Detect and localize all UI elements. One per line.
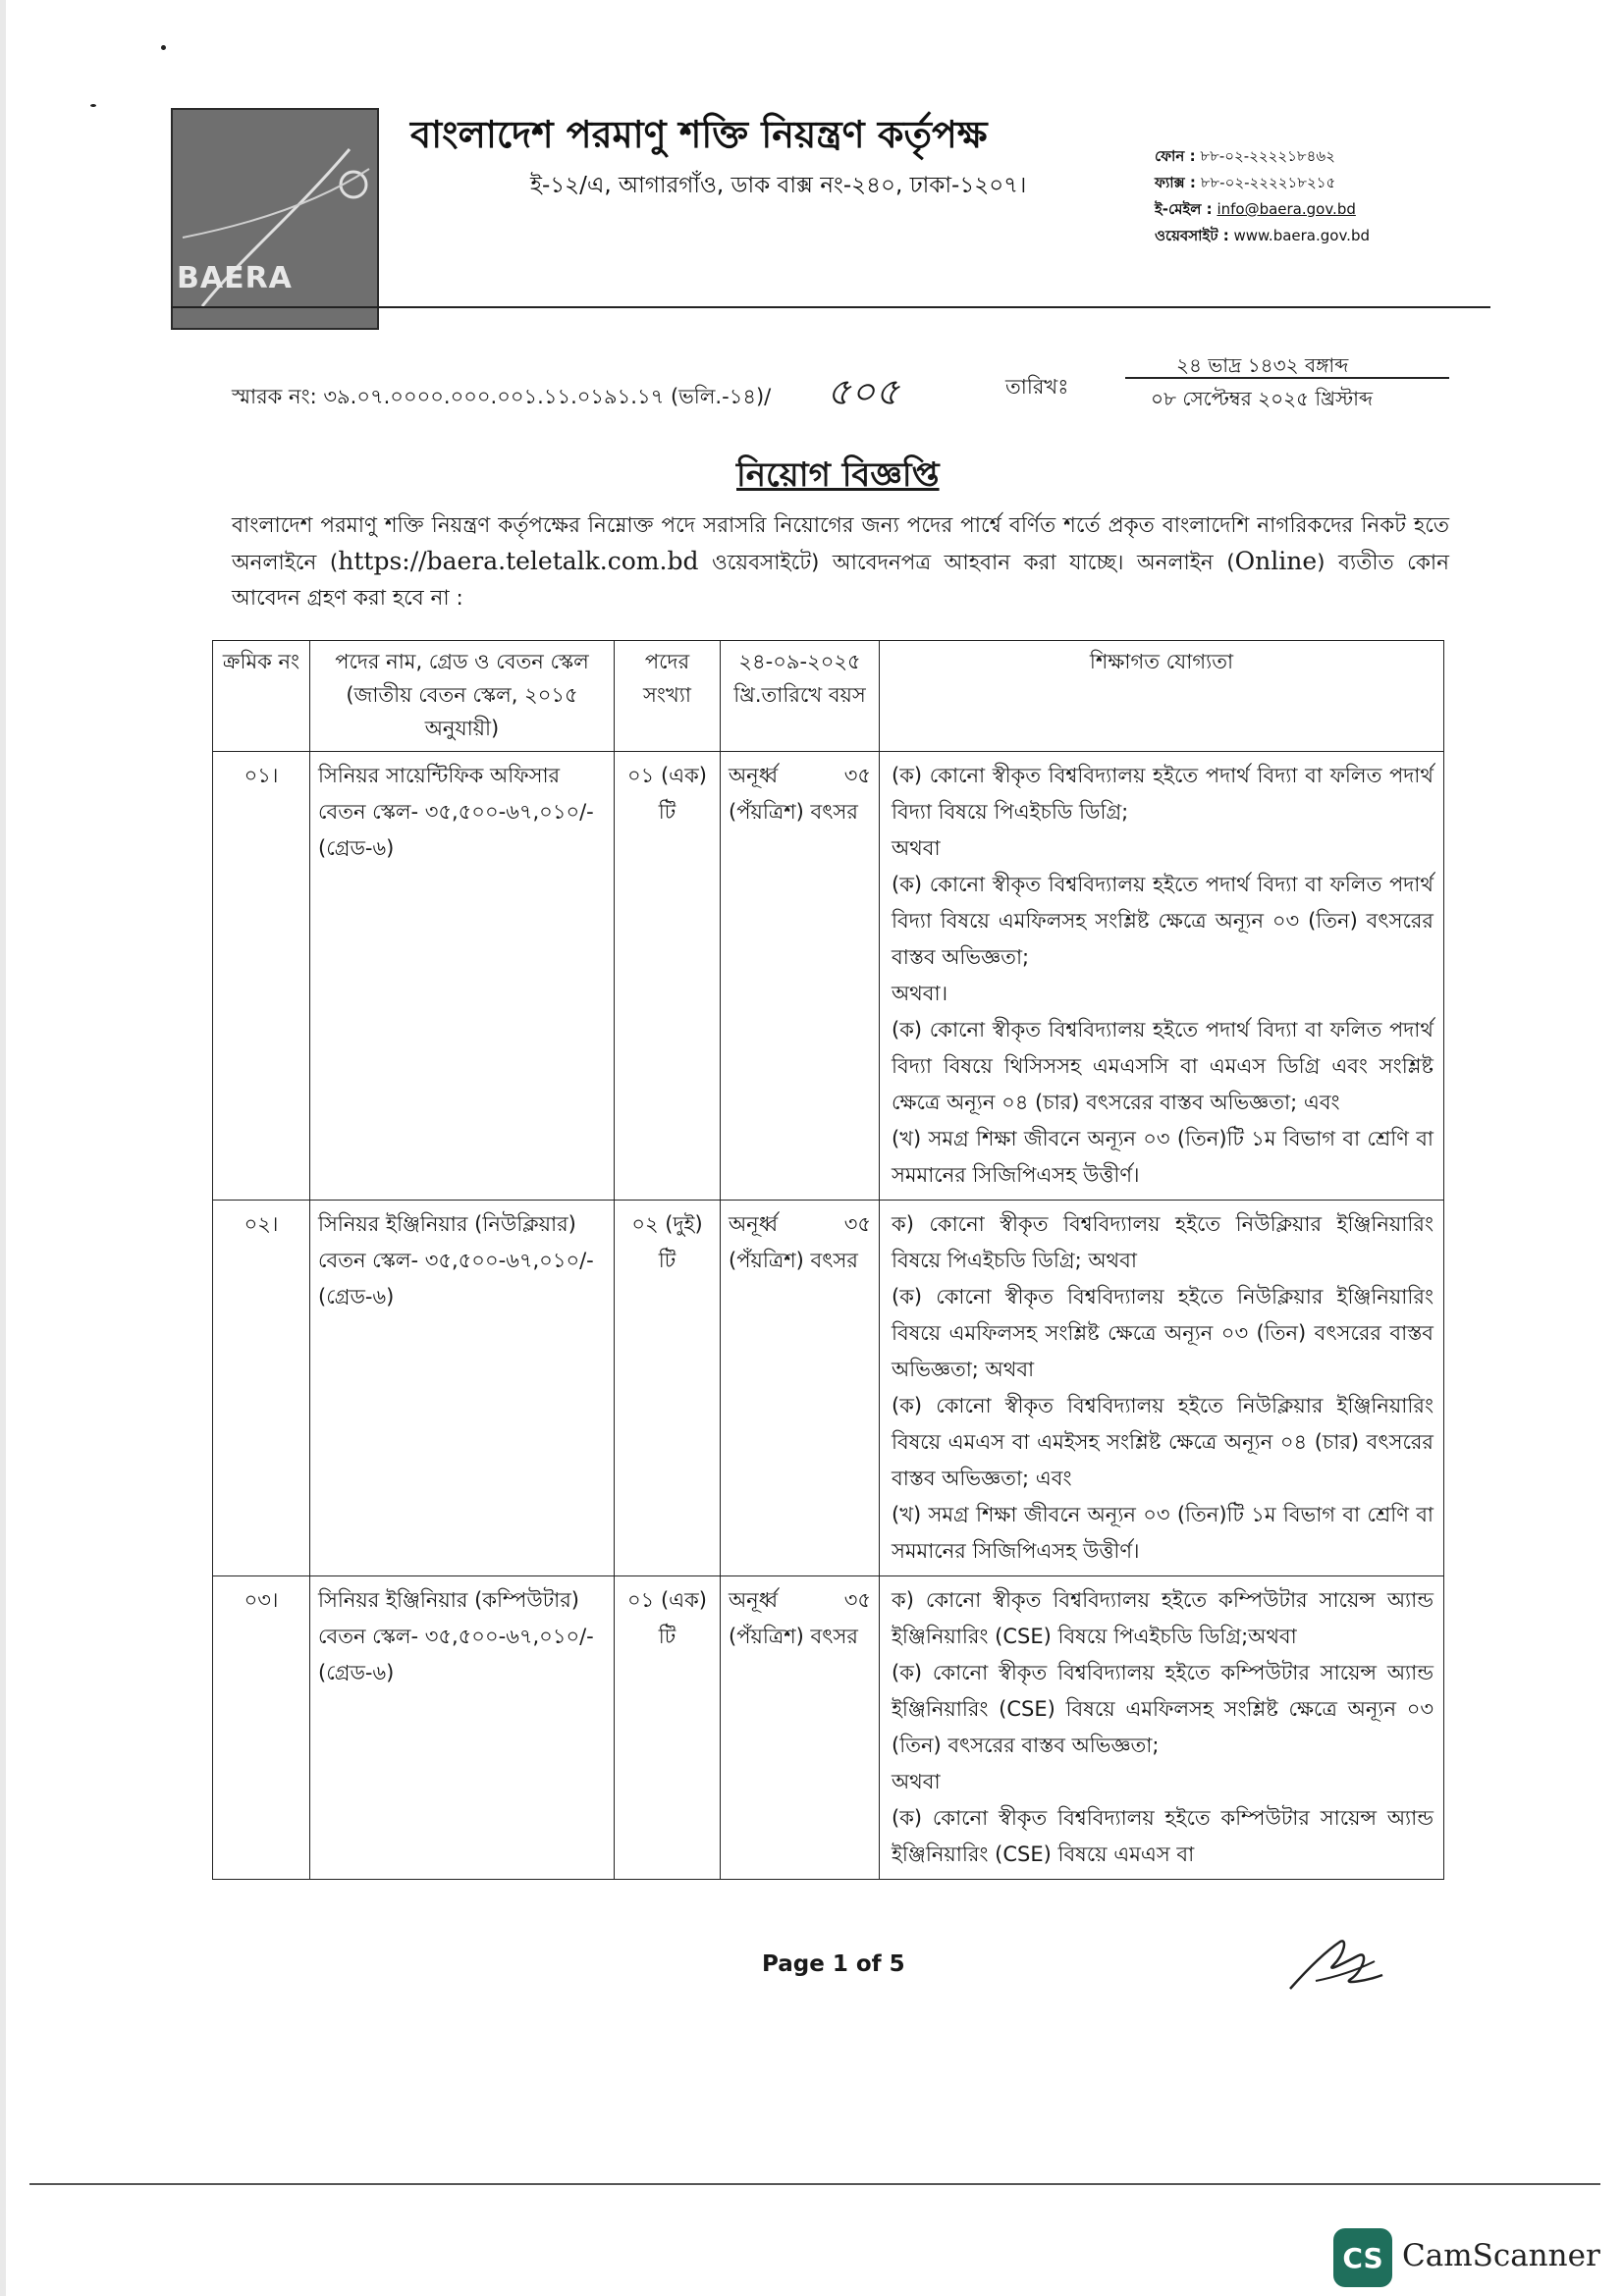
row-age: অনূর্ধ্ব ৩৫ (পঁয়ত্রিশ) বৎসর — [721, 1201, 880, 1576]
header-divider — [171, 306, 1490, 308]
header-qualification: শিক্ষাগত যোগ্যতা — [880, 641, 1444, 752]
table-row — [213, 1201, 1444, 1576]
row-serial: ০৩। — [213, 1576, 310, 1880]
date-label: তারিখঃ — [1005, 375, 1069, 399]
header-age: ২৪-০৯-২০২৫ খ্রি.তারিখে বয়স — [721, 641, 880, 752]
table-row — [213, 752, 1444, 1201]
scan-edge — [0, 0, 6, 2296]
website-link[interactable]: www.baera.gov.bd — [1233, 227, 1370, 244]
vacancy-table — [212, 640, 1444, 1880]
row-count: ০১ (এক) টি — [615, 1576, 721, 1880]
memo-number: স্মারক নং: ৩৯.০৭.০০০০.০০০.০০১.১১.০১৯১.১৭ (ভলি.-১৪)/ — [232, 385, 772, 408]
scan-speck — [161, 45, 166, 50]
phone-line: ফোন : ৮৮-০২-২২২২১৮৪৬২ — [1155, 147, 1335, 165]
header-post: পদের নাম, গ্রেড ও বেতন স্কেল (জাতীয় বেতন স্কেল, ২০১৫ অনুযায়ী) — [310, 641, 615, 752]
org-address: ই-১২/এ, আগারগাঁও, ডাক বাক্স নং-২৪০, ঢাকা-১২০৭। — [530, 173, 1027, 198]
table-header-row — [213, 641, 1444, 752]
row-count: ০১ (এক) টি — [615, 752, 721, 1201]
fax-line: ফ্যাক্স : ৮৮-০২-২২২২১৮২১৫ — [1155, 174, 1336, 191]
signature-icon — [1286, 1932, 1394, 2001]
row-qualification: ক) কোনো স্বীকৃত বিশ্ববিদ্যালয় হইতে কম্পিউটার সায়েন্স অ্যান্ড ইঞ্জিনিয়ারিং (CSE) বিষয়ে পিএইচডি ডিগ্রি;অথবা (ক) কোনো স্বীকৃত বিশ্ববিদ্যালয় হইতে কম্পিউটার সায়েন্স অ্যান্ড ইঞ্জিনিয়ারিং (CSE) বিষয়ে এমফিলসহ সংশ্লিষ্ট ক্ষেত্রে অন্যূন ০৩ (তিন) বৎসরের বাস্তব অভিজ্ঞতা; অথবা (ক) কোনো স্বীকৃত বিশ্ববিদ্যালয় হইতে কম্পিউটার সায়েন্স অ্যান্ড ইঞ্জিনিয়ারিং (CSE) বিষয়ে এমএস বা — [880, 1576, 1444, 1880]
row-age: অনূর্ধ্ব ৩৫ (পঁয়ত্রিশ) বৎসর — [721, 752, 880, 1201]
row-age: অনূর্ধ্ব ৩৫ (পঁয়ত্রিশ) বৎসর — [721, 1576, 880, 1880]
email-link[interactable]: info@baera.gov.bd — [1217, 200, 1356, 218]
page-title: নিয়োগ বিজ্ঞপ্তি — [736, 455, 940, 495]
logo-text: BAERA — [177, 261, 293, 295]
date-divider — [1125, 377, 1449, 379]
contact-block — [1155, 143, 1370, 249]
page-number: Page 1 of 5 — [762, 1951, 905, 1977]
email-line: ই-মেইল : info@baera.gov.bd — [1155, 200, 1356, 218]
row-qualification: (ক) কোনো স্বীকৃত বিশ্ববিদ্যালয় হইতে পদার্থ বিদ্যা বা ফলিত পদার্থ বিদ্যা বিষয়ে পিএইচডি ডিগ্রি; অথবা (ক) কোনো স্বীকৃত বিশ্ববিদ্যালয় হইতে পদার্থ বিদ্যা বা ফলিত পদার্থ বিদ্যা বিষয়ে এমফিলসহ সংশ্লিষ্ট ক্ষেত্রে অন্যূন ০৩ (তিন) বৎসরের বাস্তব অভিজ্ঞতা; অথবা। (ক) কোনো স্বীকৃত বিশ্ববিদ্যালয় হইতে পদার্থ বিদ্যা বা ফলিত পদার্থ বিদ্যা বিষয়ে থিসিসসহ এমএসসি বা এমএস ডিগ্রি এবং সংশ্লিষ্ট ক্ষেত্রে অন্যূন ০৪ (চার) বৎসরের বাস্তব অভিজ্ঞতা; এবং (খ) সমগ্র শিক্ষা জীবনে অন্যূন ০৩ (তিন)টি ১ম বিভাগ বা শ্রেণি বা সমমানের সিজিপিএসহ উত্তীর্ণ। — [880, 752, 1444, 1201]
table-row — [213, 1576, 1444, 1880]
logo-orbit-icon — [173, 110, 379, 330]
org-name: বাংলাদেশ পরমাণু শক্তি নিয়ন্ত্রণ কর্তৃপক্ষ — [410, 113, 988, 156]
row-post: সিনিয়র ইঞ্জিনিয়ার (নিউক্লিয়ার) বেতন স্কেল- ৩৫,৫০০-৬৭,০১০/- (গ্রেড-৬) — [310, 1201, 615, 1576]
row-post: সিনিয়র সায়েন্টিফিক অফিসার বেতন স্কেল- ৩৫,৫০০-৬৭,০১০/- (গ্রেড-৬) — [310, 752, 615, 1201]
scan-speck — [90, 104, 96, 107]
camscanner-watermark: CamScanner — [1402, 2238, 1600, 2273]
row-qualification: ক) কোনো স্বীকৃত বিশ্ববিদ্যালয় হইতে নিউক্লিয়ার ইঞ্জিনিয়ারিং বিষয়ে পিএইচডি ডিগ্রি; অথবা (ক) কোনো স্বীকৃত বিশ্ববিদ্যালয় হইতে নিউক্লিয়ার ইঞ্জিনিয়ারিং বিষয়ে এমফিলসহ সংশ্লিষ্ট ক্ষেত্রে অন্যূন ০৩ (তিন) বৎসরের বাস্তব অভিজ্ঞতা; অথবা (ক) কোনো স্বীকৃত বিশ্ববিদ্যালয় হইতে নিউক্লিয়ার ইঞ্জিনিয়ারিং বিষয়ে এমএস বা এমইসহ সংশ্লিষ্ট ক্ষেত্রে অন্যূন ০৪ (চার) বৎসরের বাস্তব অভিজ্ঞতা; এবং (খ) সমগ্র শিক্ষা জীবনে অন্যূন ০৩ (তিন)টি ১ম বিভাগ বা শ্রেণি বা সমমানের সিজিপিএসহ উত্তীর্ণ। — [880, 1201, 1444, 1576]
memo-handwritten-number: ৫০৫ — [827, 370, 900, 413]
bottom-divider — [29, 2183, 1600, 2185]
row-post: সিনিয়র ইঞ্জিনিয়ার (কম্পিউটার) বেতন স্কেল- ৩৫,৫০০-৬৭,০১০/- (গ্রেড-৬) — [310, 1576, 615, 1880]
baera-logo — [171, 108, 379, 330]
date-english: ০৮ সেপ্টেম্বর ২০২৫ খ্রিস্টাব্দ — [1151, 387, 1374, 410]
row-serial: ০২। — [213, 1201, 310, 1576]
date-bangla: ২৪ ভাদ্র ১৪৩২ বঙ্গাব্দ — [1176, 353, 1349, 377]
website-line: ওয়েবসাইট : www.baera.gov.bd — [1155, 227, 1370, 244]
camscanner-icon: CS — [1333, 2228, 1392, 2287]
intro-paragraph: বাংলাদেশ পরমাণু শক্তি নিয়ন্ত্রণ কর্তৃপক্ষের নিম্নোক্ত পদে সরাসরি নিয়োগের জন্য পদের পার্শ্বে বর্ণিত শর্তে প্রকৃত বাংলাদেশি নাগরিকদের নিকট হতে অনলাইনে (https://baera.teletalk.com.bd ওয়েবসাইটে) আবেদনপত্র আহবান করা যাচ্ছে। অনলাইন (Online) ব্যতীত কোন আবেদন গ্রহণ করা হবে না : — [232, 513, 1449, 611]
row-count: ০২ (দুই) টি — [615, 1201, 721, 1576]
header-serial: ক্রমিক নং — [213, 641, 310, 752]
row-serial: ০১। — [213, 752, 310, 1201]
application-url[interactable]: https://baera.teletalk.com.bd — [338, 547, 699, 575]
header-count: পদের সংখ্যা — [615, 641, 721, 752]
